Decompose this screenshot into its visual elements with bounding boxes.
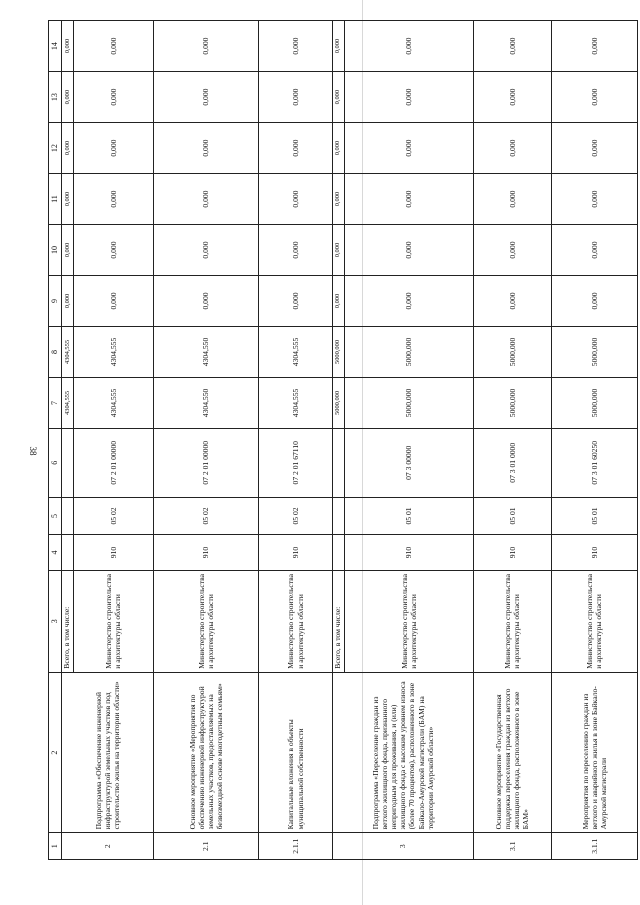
row-name: Основное мероприятие «Государственная поддержка переселения граждан из ветхого жилищного фонда, расположенного в зоне БАМ» (474, 672, 552, 833)
value-cell: 5000,000 (551, 377, 637, 428)
total-cell (332, 428, 344, 497)
header-cell: 3 (49, 570, 62, 672)
value-cell: 0,000 (551, 174, 637, 225)
total-cell: 0,000 (332, 72, 344, 123)
value-cell: 05 01 (551, 497, 637, 535)
value-cell: 0,000 (259, 174, 332, 225)
row-name: Мероприятия по переселению граждан из ветхого и аварийного жилья в зоне Байкало-Амурской магистрали (551, 672, 637, 833)
value-cell: 07 2 01 00000 (153, 428, 259, 497)
total-cell: 4304,555 (62, 326, 74, 377)
total-cell: 0,000 (332, 174, 344, 225)
value-cell: 0,000 (73, 174, 153, 225)
value-cell: 0,000 (344, 225, 473, 276)
header-cell: 12 (49, 123, 62, 174)
value-cell: 05 02 (153, 497, 259, 535)
header-cell: 5 (49, 497, 62, 535)
value-cell: 5000,000 (344, 326, 473, 377)
value-cell: 05 02 (73, 497, 153, 535)
header-cell: 1 (49, 833, 62, 860)
table-row-total (332, 21, 344, 860)
value-cell: 0,000 (259, 21, 332, 72)
table-row (474, 21, 552, 860)
total-cell: 0,000 (62, 174, 74, 225)
header-cell: 9 (49, 276, 62, 327)
row-number: 2.1 (153, 833, 259, 860)
value-cell: 0,000 (153, 174, 259, 225)
value-cell: 05 01 (474, 497, 552, 535)
executor-cell: Министерство строительства и архитектуры области (344, 570, 473, 672)
value-cell: 0,000 (73, 225, 153, 276)
value-cell: 0,000 (551, 276, 637, 327)
value-cell: 4304,550 (153, 377, 259, 428)
value-cell: 4304,555 (259, 377, 332, 428)
value-cell: 0,000 (153, 225, 259, 276)
value-cell: 07 3 01 0000 (474, 428, 552, 497)
value-cell: 0,000 (551, 123, 637, 174)
executor-cell: Министерство строительства и архитектуры области (153, 570, 259, 672)
value-cell: 0,000 (344, 276, 473, 327)
value-cell: 07 2 01 00000 (73, 428, 153, 497)
header-cell: 14 (49, 21, 62, 72)
total-cell: 0,000 (62, 123, 74, 174)
value-cell: 0,000 (551, 72, 637, 123)
row-number: 2 (62, 833, 154, 860)
total-cell: 5000,000 (332, 377, 344, 428)
row-number: 3.1.1 (551, 833, 637, 860)
header-cell: 2 (49, 672, 62, 833)
total-cell (62, 535, 74, 570)
header-cell: 4 (49, 535, 62, 570)
total-label: Всего, в том числе: (62, 570, 74, 672)
value-cell: 0,000 (259, 72, 332, 123)
total-cell: 0,000 (332, 123, 344, 174)
header-cell: 6 (49, 428, 62, 497)
total-cell: 5000,000 (332, 326, 344, 377)
value-cell: 910 (551, 535, 637, 570)
total-cell: 0,000 (62, 21, 74, 72)
total-cell: 0,000 (62, 72, 74, 123)
executor-cell: Министерство строительства и архитектуры области (474, 570, 552, 672)
header-cell: 13 (49, 72, 62, 123)
value-cell: 910 (73, 535, 153, 570)
header-row (49, 21, 62, 860)
row-name: Капитальные вложения в объекты муниципальной собственности (259, 672, 332, 833)
value-cell: 0,000 (551, 225, 637, 276)
value-cell: 910 (474, 535, 552, 570)
total-cell: 0,000 (62, 225, 74, 276)
value-cell: 0,000 (344, 123, 473, 174)
header-cell: 10 (49, 225, 62, 276)
value-cell: 0,000 (551, 21, 637, 72)
value-cell: 910 (344, 535, 473, 570)
value-cell: 0,000 (474, 225, 552, 276)
value-cell: 0,000 (344, 174, 473, 225)
total-cell (62, 497, 74, 535)
value-cell: 4304,555 (73, 326, 153, 377)
header-cell: 7 (49, 377, 62, 428)
value-cell: 07 2 01 67110 (259, 428, 332, 497)
row-name: Подпрограмма «Переселение граждан из ветхого жилищного фонда, признанного непригодным для проживания, и (или) жилищного фонда с высоким уровнем износа (более 70 процентов), расположенного в зоне Байкало-Амурской магистрали (БАМ) на территории Амурской области» (332, 672, 473, 833)
value-cell: 0,000 (259, 276, 332, 327)
value-cell: 0,000 (73, 123, 153, 174)
value-cell: 0,000 (474, 72, 552, 123)
value-cell: 5000,000 (344, 377, 473, 428)
total-cell (62, 428, 74, 497)
total-cell: 0,000 (332, 276, 344, 327)
total-cell (332, 535, 344, 570)
value-cell: 0,000 (474, 174, 552, 225)
value-cell: 0,000 (344, 21, 473, 72)
total-label: Всего, в том числе: (332, 570, 344, 672)
value-cell: 07 3 01 60250 (551, 428, 637, 497)
value-cell: 0,000 (153, 72, 259, 123)
table-row (259, 21, 332, 860)
value-cell: 07 3 00000 (344, 428, 473, 497)
value-cell: 0,000 (474, 21, 552, 72)
row-name: Подпрограмма «Обеспечение инженерной инфраструктурой земельных участков под строительство жилья на территории области» (62, 672, 154, 833)
row-number: 3 (332, 833, 473, 860)
budget-table (48, 20, 638, 860)
value-cell: 910 (259, 535, 332, 570)
value-cell: 4304,550 (153, 326, 259, 377)
value-cell: 0,000 (474, 123, 552, 174)
table-row (551, 21, 637, 860)
value-cell: 4304,555 (73, 377, 153, 428)
value-cell: 0,000 (474, 276, 552, 327)
value-cell: 910 (153, 535, 259, 570)
total-cell: 0,000 (332, 225, 344, 276)
table-row-total (62, 21, 74, 860)
total-cell: 0,000 (62, 276, 74, 327)
total-cell: 0,000 (332, 21, 344, 72)
value-cell: 0,000 (73, 72, 153, 123)
page-number: 38 (28, 446, 38, 456)
table-row (153, 21, 259, 860)
header-cell: 11 (49, 174, 62, 225)
executor-cell: Министерство строительства и архитектуры области (259, 570, 332, 672)
header-cell: 8 (49, 326, 62, 377)
value-cell: 5000,000 (474, 377, 552, 428)
row-number: 2.1.1 (259, 833, 332, 860)
value-cell: 05 02 (259, 497, 332, 535)
row-name: Основное мероприятие «Мероприятия по обеспечению инженерной инфраструктурой земельных участков, предоставляемых на безвозмездной основе многодетным семьям» (153, 672, 259, 833)
value-cell: 5000,000 (551, 326, 637, 377)
value-cell: 05 01 (344, 497, 473, 535)
value-cell: 4304,555 (259, 326, 332, 377)
value-cell: 0,000 (259, 225, 332, 276)
row-number: 3.1 (474, 833, 552, 860)
total-cell: 4304,555 (62, 377, 74, 428)
value-cell: 0,000 (259, 123, 332, 174)
value-cell: 0,000 (73, 276, 153, 327)
executor-cell: Министерство строительства и архитектуры области (73, 570, 153, 672)
value-cell: 0,000 (344, 72, 473, 123)
executor-cell: Министерство строительства и архитектуры области (551, 570, 637, 672)
value-cell: 0,000 (153, 276, 259, 327)
value-cell: 5000,000 (474, 326, 552, 377)
rotated-table-container (48, 20, 638, 860)
value-cell: 0,000 (153, 123, 259, 174)
value-cell: 0,000 (73, 21, 153, 72)
value-cell: 0,000 (153, 21, 259, 72)
total-cell (332, 497, 344, 535)
